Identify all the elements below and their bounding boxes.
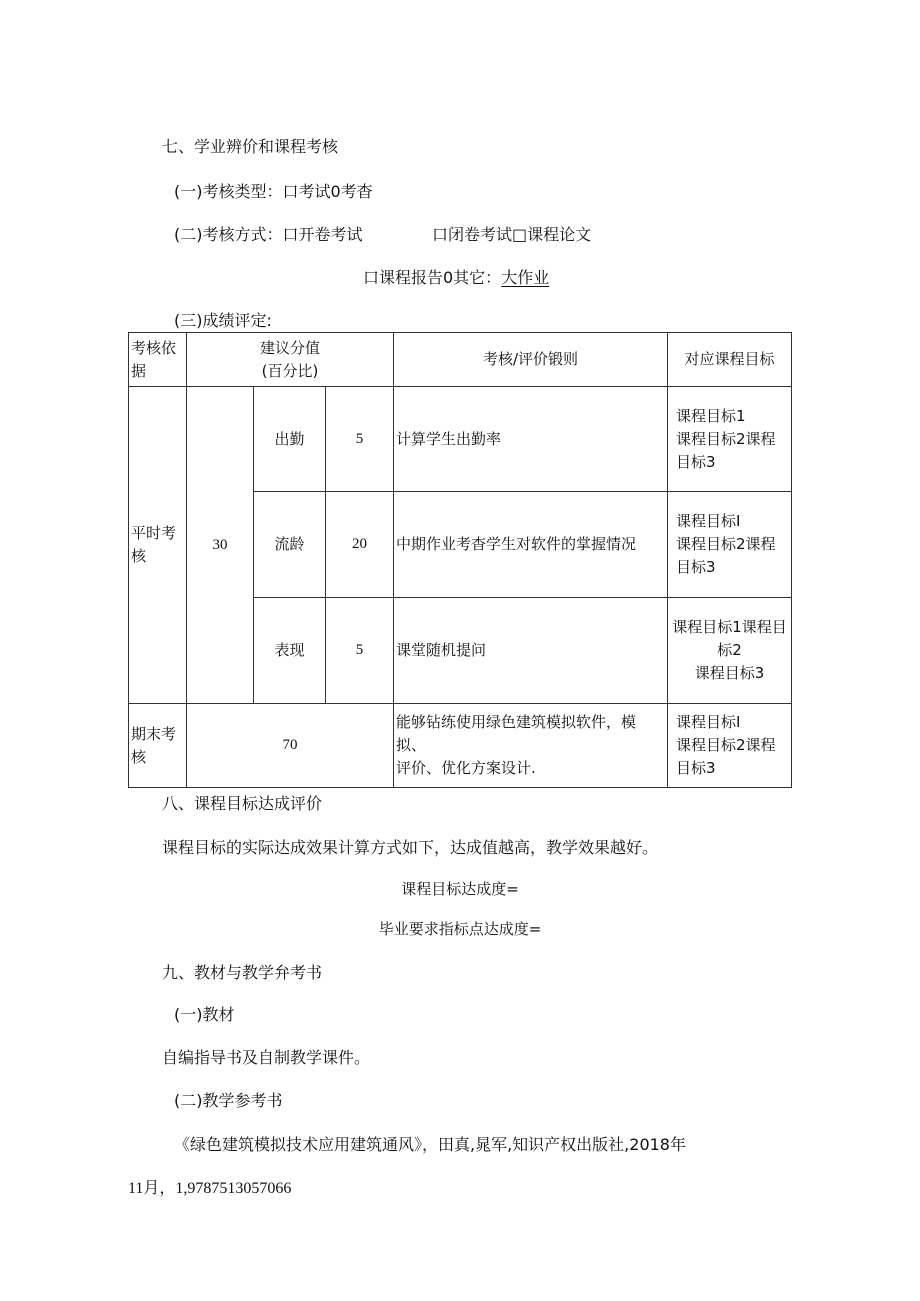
reference-line-2: 11月，1,9787513057066	[128, 1180, 292, 1197]
assessment-method-line-continued: 口闭卷考试□课程论文	[432, 225, 592, 244]
final-rule	[394, 704, 668, 788]
final-rule-line: 评价、优化方案设计.	[396, 759, 536, 777]
final-rule-line: 能够钻练使用绿色建筑模拟软件，模拟、	[396, 713, 637, 754]
target-line: 课程目标I	[676, 512, 741, 530]
grading-heading: (三)成绩评定:	[174, 311, 272, 330]
assessment-type-line: (一)考核类型：口考试0考杳	[174, 182, 373, 201]
table-row	[129, 387, 792, 492]
regular-rule: 课堂随机提问	[394, 598, 668, 704]
target-line: 课程目标2课程	[676, 429, 776, 448]
regular-target	[668, 492, 792, 598]
regular-item: 流龄	[254, 492, 326, 598]
assessment-method-other-label: 口课程报告0其它：	[363, 268, 502, 287]
regular-score: 5	[326, 387, 394, 492]
regular-rule: 计算学生出勤率	[394, 387, 668, 492]
section-9-heading: 九、教材与教学弁考书	[162, 963, 323, 982]
target-line: 课程目标2课程	[676, 535, 776, 553]
formula-course-target: 课程目标达成度=	[401, 880, 519, 898]
header-weight-line2: (百分比)	[261, 361, 319, 380]
table-row	[129, 704, 792, 788]
regular-rule: 中期作业考杳学生对软件的掌握情况	[394, 492, 668, 598]
final-label: 期末考核	[129, 704, 187, 788]
reference-line-1: 《绿色建筑模拟技术应用建筑通风》，田真,晁军,知识产权出版社,2018年	[174, 1135, 686, 1154]
target-line: 课程目标2课程	[676, 736, 776, 754]
regular-score: 5	[326, 598, 394, 704]
textbook-content: 自编指导书及自制教学课件。	[162, 1048, 371, 1067]
header-target: 对应课程目标	[668, 333, 792, 387]
section-8-description: 课程目标的实际达成效果计算方式如下，达成值越高，教学效果越好。	[162, 838, 659, 857]
header-weight	[187, 333, 394, 387]
target-line: 目标3	[676, 759, 716, 777]
target-line: 课程目标1课程目	[672, 618, 787, 636]
target-line: 课程目标1	[676, 406, 746, 425]
reference-heading: (二)教学参考书	[174, 1091, 283, 1110]
target-line: 目标3	[676, 452, 716, 471]
section-8-heading: 八、课程目标达成评价	[162, 794, 323, 813]
target-line: 目标3	[676, 558, 716, 576]
regular-label: 平时考核	[129, 387, 187, 704]
textbook-heading: (一)教材	[174, 1005, 235, 1024]
formula-graduation: 毕业要求指标点达成度=	[378, 920, 542, 938]
target-line: 标2	[717, 641, 742, 659]
header-basis: 考核依据	[129, 333, 187, 387]
final-target	[668, 704, 792, 788]
header-weight-line1: 建议分值	[259, 338, 320, 357]
target-line: 课程目标3	[694, 664, 765, 682]
assessment-method-other-line	[363, 267, 549, 289]
final-score: 70	[187, 704, 394, 788]
regular-total: 30	[187, 387, 254, 704]
regular-score: 20	[326, 492, 394, 598]
assessment-method-line: (二)考核方式：口开卷考试	[174, 225, 363, 244]
section-7-heading: 七、学业辨价和课程考核	[162, 137, 339, 156]
table-header-row	[129, 333, 792, 387]
grading-table	[128, 332, 792, 788]
target-line: 课程目标I	[676, 713, 741, 731]
regular-target	[668, 387, 792, 492]
regular-item: 表现	[254, 598, 326, 704]
header-rule: 考核/评价锻则	[394, 333, 668, 387]
assessment-method-other-value: 大作业	[501, 268, 550, 287]
regular-target	[668, 598, 792, 704]
regular-item: 出勤	[254, 387, 326, 492]
